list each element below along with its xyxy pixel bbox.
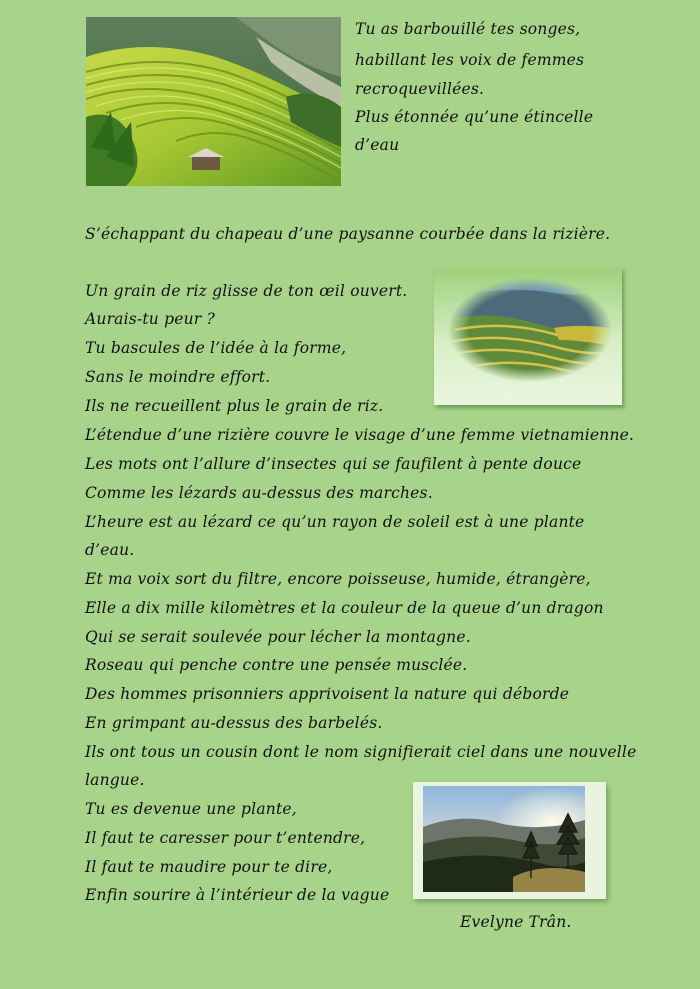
poem-line: Aurais-tu peur ? bbox=[85, 310, 216, 328]
poem-line: Ils ont tous un cousin dont le nom signifierait ciel dans une nouvelle bbox=[85, 743, 637, 761]
poem-line: Et ma voix sort du filtre, encore poisseuse, humide, étrangère, bbox=[85, 570, 591, 588]
poem-line: Comme les lézards au-dessus des marches. bbox=[85, 484, 433, 502]
poem-line: Un grain de riz glisse de ton œil ouvert. bbox=[85, 282, 408, 300]
poem-line: Les mots ont l’allure d’insectes qui se faufilent à pente douce bbox=[85, 455, 582, 473]
poem-line: Roseau qui penche contre une pensée musclée. bbox=[85, 656, 468, 674]
poem-line: Elle a dix mille kilomètres et la couleur de la queue d’un dragon bbox=[85, 599, 604, 617]
intro-line-4: Plus étonnée qu’une étincelle bbox=[355, 108, 594, 126]
intro-line-5: d’eau bbox=[355, 136, 400, 154]
poem-line: Il faut te maudire pour te dire, bbox=[85, 858, 333, 876]
rice-terrace-vignette bbox=[434, 268, 622, 405]
intro-line-3: recroquevillées. bbox=[355, 80, 485, 98]
poem-line: L’étendue d’une rizière couvre le visage d’une femme vietnamienne. bbox=[85, 426, 635, 444]
poem-line: Tu bascules de l’idée à la forme, bbox=[85, 339, 347, 357]
poem-line: En grimpant au-dessus des barbelés. bbox=[85, 714, 383, 732]
poem-line: d’eau. bbox=[85, 541, 135, 559]
signature: Evelyne Trân. bbox=[460, 913, 572, 931]
intro-line-1: Tu as barbouillé tes songes, bbox=[355, 20, 581, 38]
poem-line: Des hommes prisonniers apprivoisent la nature qui déborde bbox=[85, 685, 570, 703]
intro-line-2: habillant les voix de femmes bbox=[355, 51, 585, 69]
poem-line: Sans le moindre effort. bbox=[85, 368, 271, 386]
poem-line: Enfin sourire à l’intérieur de la vague bbox=[85, 886, 390, 904]
poem-line: Ils ne recueillent plus le grain de riz. bbox=[85, 397, 384, 415]
poem-line: Il faut te caresser pour t’entendre, bbox=[85, 829, 366, 847]
poem-line: Tu es devenue une plante, bbox=[85, 800, 297, 818]
mountain-sunrise-photo bbox=[413, 782, 606, 899]
poem-line: Qui se serait soulevée pour lécher la montagne. bbox=[85, 628, 471, 646]
poem-line: langue. bbox=[85, 771, 145, 789]
standalone-line: S’échappant du chapeau d’une paysanne courbée dans la rizière. bbox=[85, 225, 611, 243]
rice-terrace-photo bbox=[86, 17, 341, 186]
poem-line: L’heure est au lézard ce qu’un rayon de soleil est à une plante bbox=[85, 513, 585, 531]
